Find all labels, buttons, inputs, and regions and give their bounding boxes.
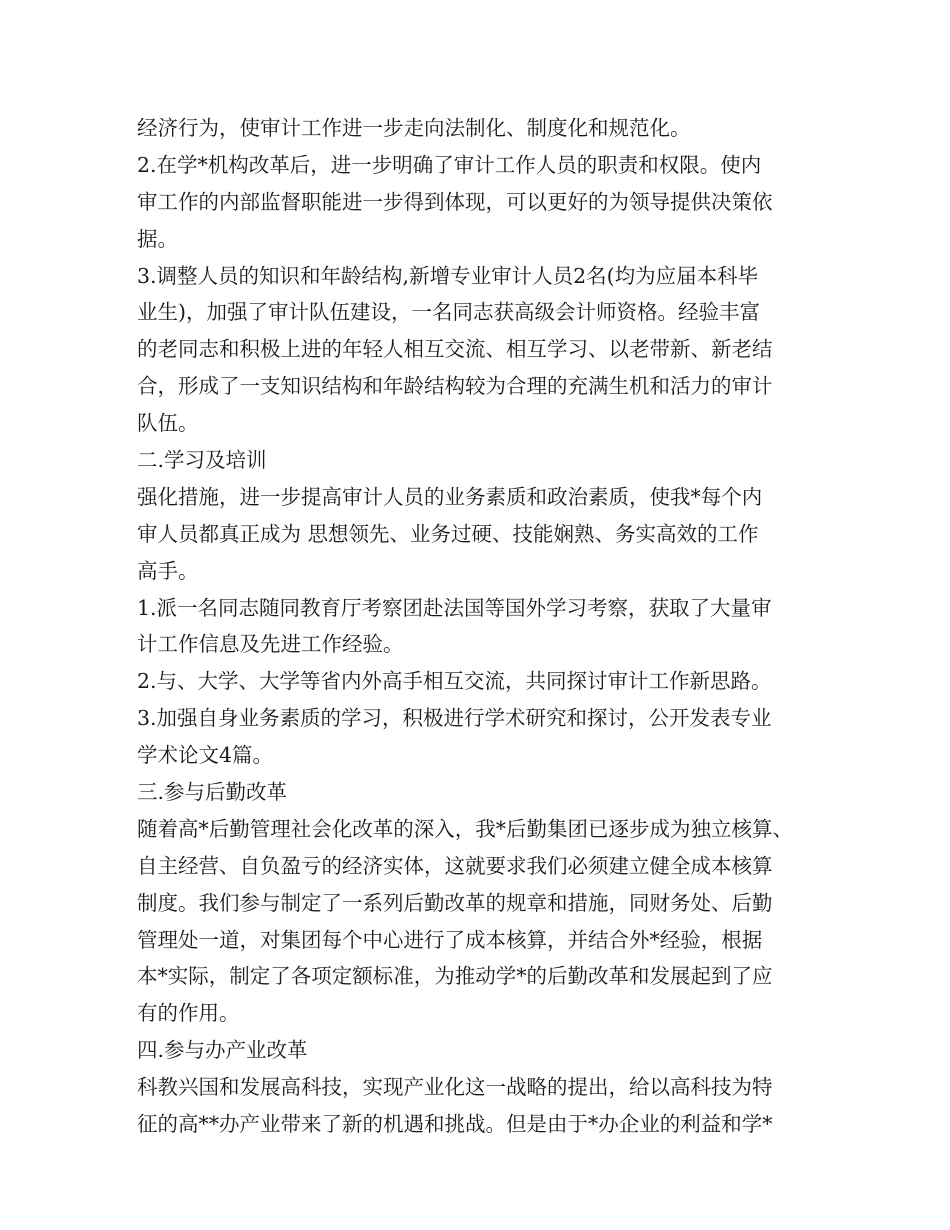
text-line: 本*实际，制定了各项定额标准，为推动学*的后勤改革和发展起到了应 bbox=[137, 964, 773, 989]
text-line: 合，形成了一支知识结构和年龄结构较为合理的充满生机和活力的审计 bbox=[137, 374, 773, 399]
text-line: 3.调整人员的知识和年龄结构,新增专业审计人员2名(均为应届本科毕 bbox=[137, 263, 759, 288]
text-line: 强化措施，进一步提高审计人员的业务素质和政治素质，使我*每个内 bbox=[137, 484, 763, 509]
text-line: 1.派一名同志随同教育厅考察团赴法国等国外学习考察，获取了大量审 bbox=[137, 595, 772, 620]
section-heading: 三.参与后勤改革 bbox=[137, 780, 288, 805]
text-line: 的老同志和积极上进的年轻人相互交流、相互学习、以老带新、新老结 bbox=[137, 337, 773, 362]
text-line: 计工作信息及先进工作经验。 bbox=[137, 632, 404, 657]
text-line: 有的作用。 bbox=[137, 1001, 240, 1026]
text-line: 2.在学*机构改革后，进一步明确了审计工作人员的职责和权限。使内 bbox=[137, 152, 762, 177]
text-line: 征的高**办产业带来了新的机遇和挑战。但是由于*办企业的利益和学* bbox=[137, 1112, 773, 1137]
section-heading: 二.学习及培训 bbox=[137, 448, 267, 473]
text-line: 科教兴国和发展高科技，实现产业化这一战略的提出，给以高科技为特 bbox=[137, 1075, 773, 1100]
text-line: 审人员都真正成为 思想领先、业务过硬、技能娴熟、务实高效的工作 bbox=[137, 521, 759, 546]
text-line: 制度。我们参与制定了一系列后勤改革的规章和措施，同财务处、后勤 bbox=[137, 890, 773, 915]
text-line: 业生)，加强了审计队伍建设，一名同志获高级会计师资格。经验丰富 bbox=[137, 300, 760, 325]
text-line: 高手。 bbox=[137, 558, 199, 583]
text-line: 据。 bbox=[137, 226, 178, 251]
text-line: 自主经营、自负盈亏的经济实体，这就要求我们必须建立健全成本核算 bbox=[137, 853, 773, 878]
text-line: 3.加强自身业务素质的学习，积极进行学术研究和探讨，公开发表专业 bbox=[137, 706, 772, 731]
text-line: 2.与、大学、大学等省内外高手相互交流，共同探讨审计工作新思路。 bbox=[137, 669, 772, 694]
text-line: 经济行为，使审计工作进一步走向法制化、制度化和规范化。 bbox=[137, 116, 691, 140]
section-heading: 四.参与办产业改革 bbox=[137, 1038, 308, 1063]
text-line: 随着高*后勤管理社会化改革的深入，我*后勤集团已逐步成为独立核算、 bbox=[137, 816, 793, 841]
text-line: 队伍。 bbox=[137, 411, 199, 436]
text-line: 管理处一道，对集团每个中心进行了成本核算，并结合外*经验，根据 bbox=[137, 927, 763, 952]
text-line: 审工作的内部监督职能进一步得到体现，可以更好的为领导提供决策依 bbox=[137, 189, 773, 214]
document-body bbox=[137, 110, 827, 1143]
text-line: 学术论文4篇。 bbox=[137, 743, 274, 768]
